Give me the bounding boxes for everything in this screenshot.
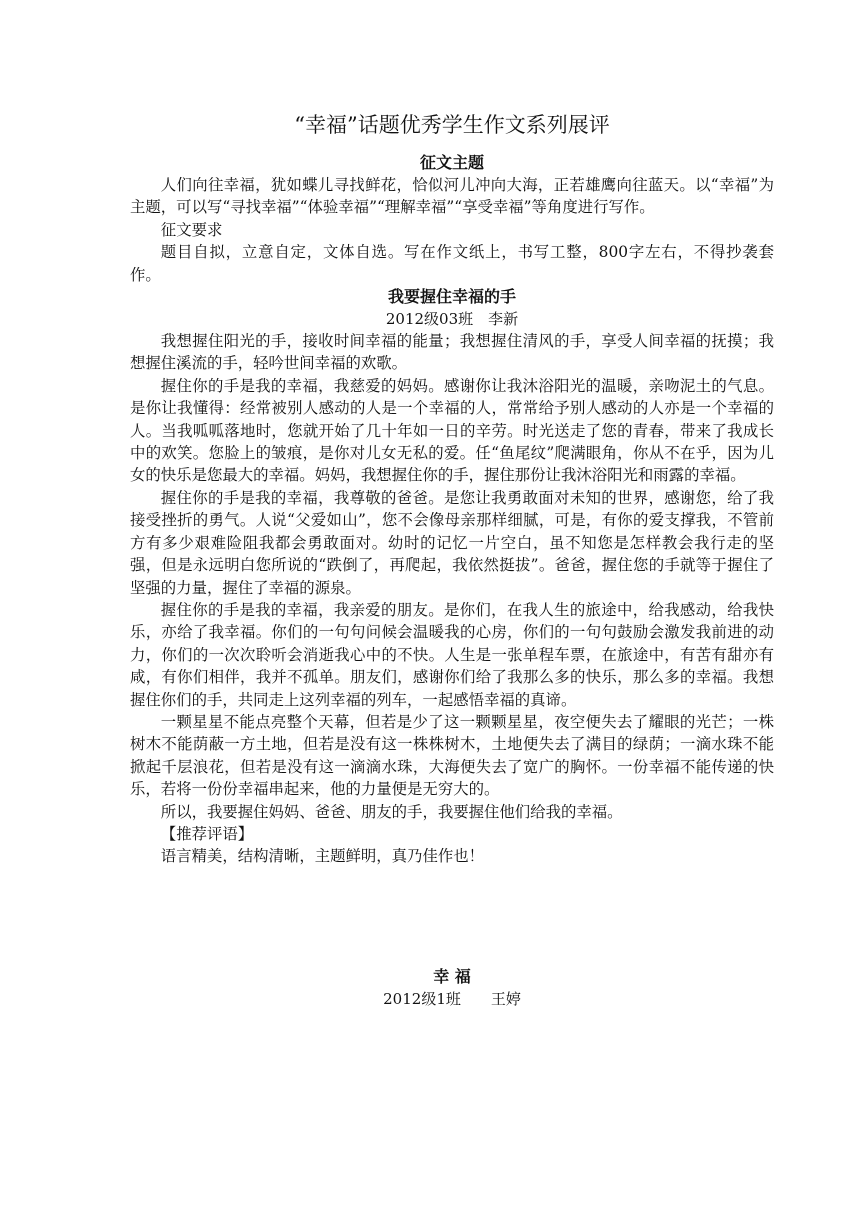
essay1-paragraph: 握住你的手是我的幸福，我尊敬的爸爸。是您让我勇敢面对未知的世界，感谢您，给了我接受挫折的勇气。人说“父爱如山”，您不会像母亲那样细腻，可是，有你的爱支撑我，不管前方有多少艰难险阻我都会勇敢面对。幼时的记忆一片空白，虽不知您是怎样教会我行走的坚强，但是永远明白您所说的“跌倒了，再爬起，我依然挺拔”。爸爸，握住您的手就等于握住了坚强的力量，握住了幸福的源泉。 <box>130 488 774 597</box>
essay1-paragraph: 所以，我要握住妈妈、爸爸、朋友的手，我要握住他们给我的幸福。 <box>160 802 623 821</box>
essay1-paragraph: 握住你的手是我的幸福，我慈爱的妈妈。感谢你让我沐浴阳光的温暖，亲吻泥土的气息。是你让我懂得：经常被别人感动的人是一个幸福的人，常常给予别人感动的人亦是一个幸福的人。当我呱呱落地时，您就开始了几十年如一日的辛劳。时光送走了您的青春，带来了我成长中的欢笑。您脸上的皱痕，是你对儿女无私的爱。任“鱼尾纹”爬满眼角，你从不在乎，因为儿女的快乐是您最大的幸福。妈妈，我想握住你的手，握住那份让我沐浴阳光和雨露的幸福。 <box>130 376 774 485</box>
contest-requirements-text: 题目自拟，立意自定，文体自选。写在作文纸上，书写工整，800字左右，不得抄袭套作。 <box>130 243 774 284</box>
essay1-paragraph: 握住你的手是我的幸福，我亲爱的朋友。是你们，在我人生的旅途中，给我感动，给我快乐，亦给了我幸福。你们的一句句问候会温暖我的心房，你们的一句句鼓励会激发我前进的动力，你们的一次次聆听会消逝我心中的不快。人生是一张单程车票，在旅途中，有苦有甜亦有咸，有你们相伴，我并不孤单。朋友们，感谢你们给了我那么多的快乐，那么多的幸福。我想握住你们的手，共同走上这列幸福的列车，一起感悟幸福的真谛。 <box>130 600 774 709</box>
essay1-comment-label: 【推荐评语】 <box>160 824 254 843</box>
essay2-byline: 2012级1班 王婷 <box>383 989 521 1008</box>
contest-theme-text: 人们向往幸福，犹如蝶儿寻找鲜花，恰似河儿冲向大海，正若雄鹰向往蓝天。以“幸福”为主题，可以写“寻找幸福”“体验幸福”“理解幸福”“享受幸福”等角度进行写作。 <box>130 176 774 217</box>
essay1-byline: 2012级03班 李新 <box>385 310 519 329</box>
section-spacer <box>130 868 774 966</box>
contest-requirements-label: 征文要求 <box>160 220 223 239</box>
document-title: “幸福”话题优秀学生作文系列展评 <box>294 113 610 137</box>
contest-theme-heading: 征文主题 <box>419 153 484 172</box>
essay1-comment-text: 语言精美，结构清晰，主题鲜明，真乃佳作也！ <box>160 847 485 866</box>
essay1-paragraph: 我想握住阳光的手，接收时间幸福的能量；我想握住清风的手，享受人间幸福的抚摸；我想握住溪流的手，轻吟世间幸福的欢歌。 <box>130 332 774 373</box>
essay2-title: 幸 福 <box>433 966 471 986</box>
essay1-paragraph: 一颗星星不能点亮整个天幕，但若是少了这一颗颗星星，夜空便失去了耀眼的光芒；一株树木不能荫蔽一方土地，但若是没有这一株株树木，土地便失去了满目的绿荫；一滴水珠不能掀起千层浪花，但若是没有这一滴滴水珠，大海便失去了宽广的胸怀。一份幸福不能传递的快乐，若将一份份幸福串起来，他的力量便是无穷大的。 <box>130 712 774 799</box>
essay1-title: 我要握住幸福的手 <box>387 287 516 307</box>
